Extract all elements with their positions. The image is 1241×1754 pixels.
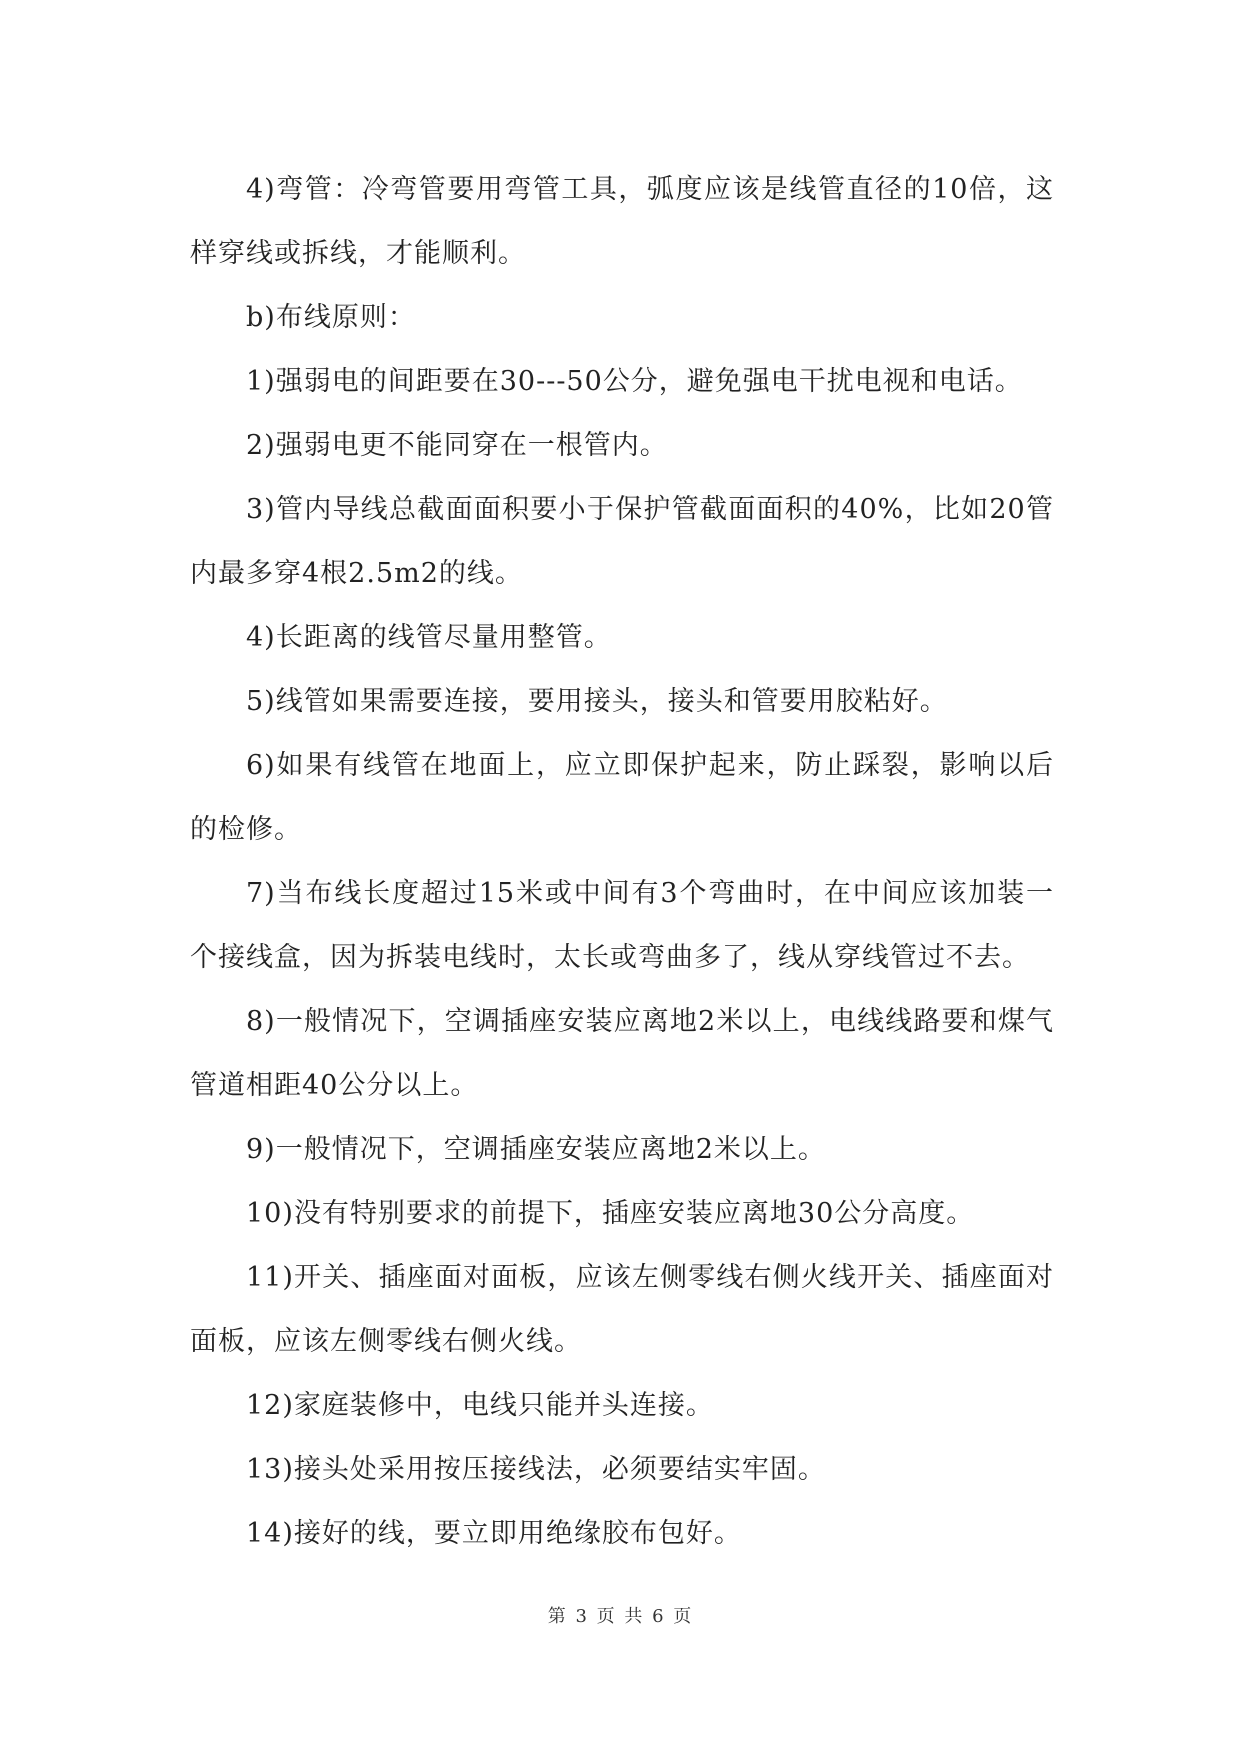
paragraph-rule-7: 7)当布线长度超过15米或中间有3个弯曲时，在中间应该加装一个接线盒，因为拆装电线时，太长或弯曲多了，线从穿线管过不去。 [190, 878, 1054, 973]
paragraph-rule-6: 6)如果有线管在地面上，应立即保护起来，防止踩裂，影响以后的检修。 [190, 750, 1054, 845]
paragraph-rule-2: 2)强弱电更不能同穿在一根管内。 [246, 430, 668, 461]
paragraph-rule-1: 1)强弱电的间距要在30---50公分，避免强电干扰电视和电话。 [246, 366, 1023, 397]
paragraph-rule-3: 3)管内导线总截面面积要小于保护管截面面积的40%，比如20管内最多穿4根2.5m2的线。 [190, 494, 1054, 589]
paragraph-rule-4: 4)长距离的线管尽量用整管。 [246, 622, 612, 653]
paragraph-rule-12: 12)家庭装修中，电线只能并头连接。 [246, 1390, 714, 1421]
page-number-footer: 第 3 页 共 6 页 [547, 1606, 694, 1627]
paragraph-bend-pipe: 4)弯管：冷弯管要用弯管工具，弧度应该是线管直径的10倍，这样穿线或拆线，才能顺利。 [190, 174, 1054, 269]
paragraph-rule-14: 14)接好的线，要立即用绝缘胶布包好。 [246, 1518, 742, 1549]
paragraph-rule-9: 9)一般情况下，空调插座安装应离地2米以上。 [246, 1134, 826, 1165]
document-body [190, 158, 1054, 1566]
paragraph-rule-11: 11)开关、插座面对面板，应该左侧零线右侧火线开关、插座面对面板，应该左侧零线右侧火线。 [190, 1262, 1054, 1357]
paragraph-wiring-principles-heading: b)布线原则： [246, 302, 416, 333]
paragraph-rule-8: 8)一般情况下，空调插座安装应离地2米以上，电线线路要和煤气管道相距40公分以上。 [190, 1006, 1054, 1101]
paragraph-rule-10: 10)没有特别要求的前提下，插座安装应离地30公分高度。 [246, 1198, 975, 1229]
paragraph-rule-13: 13)接头处采用按压接线法，必须要结实牢固。 [246, 1454, 826, 1485]
paragraph-rule-5: 5)线管如果需要连接，要用接头，接头和管要用胶粘好。 [246, 686, 948, 717]
